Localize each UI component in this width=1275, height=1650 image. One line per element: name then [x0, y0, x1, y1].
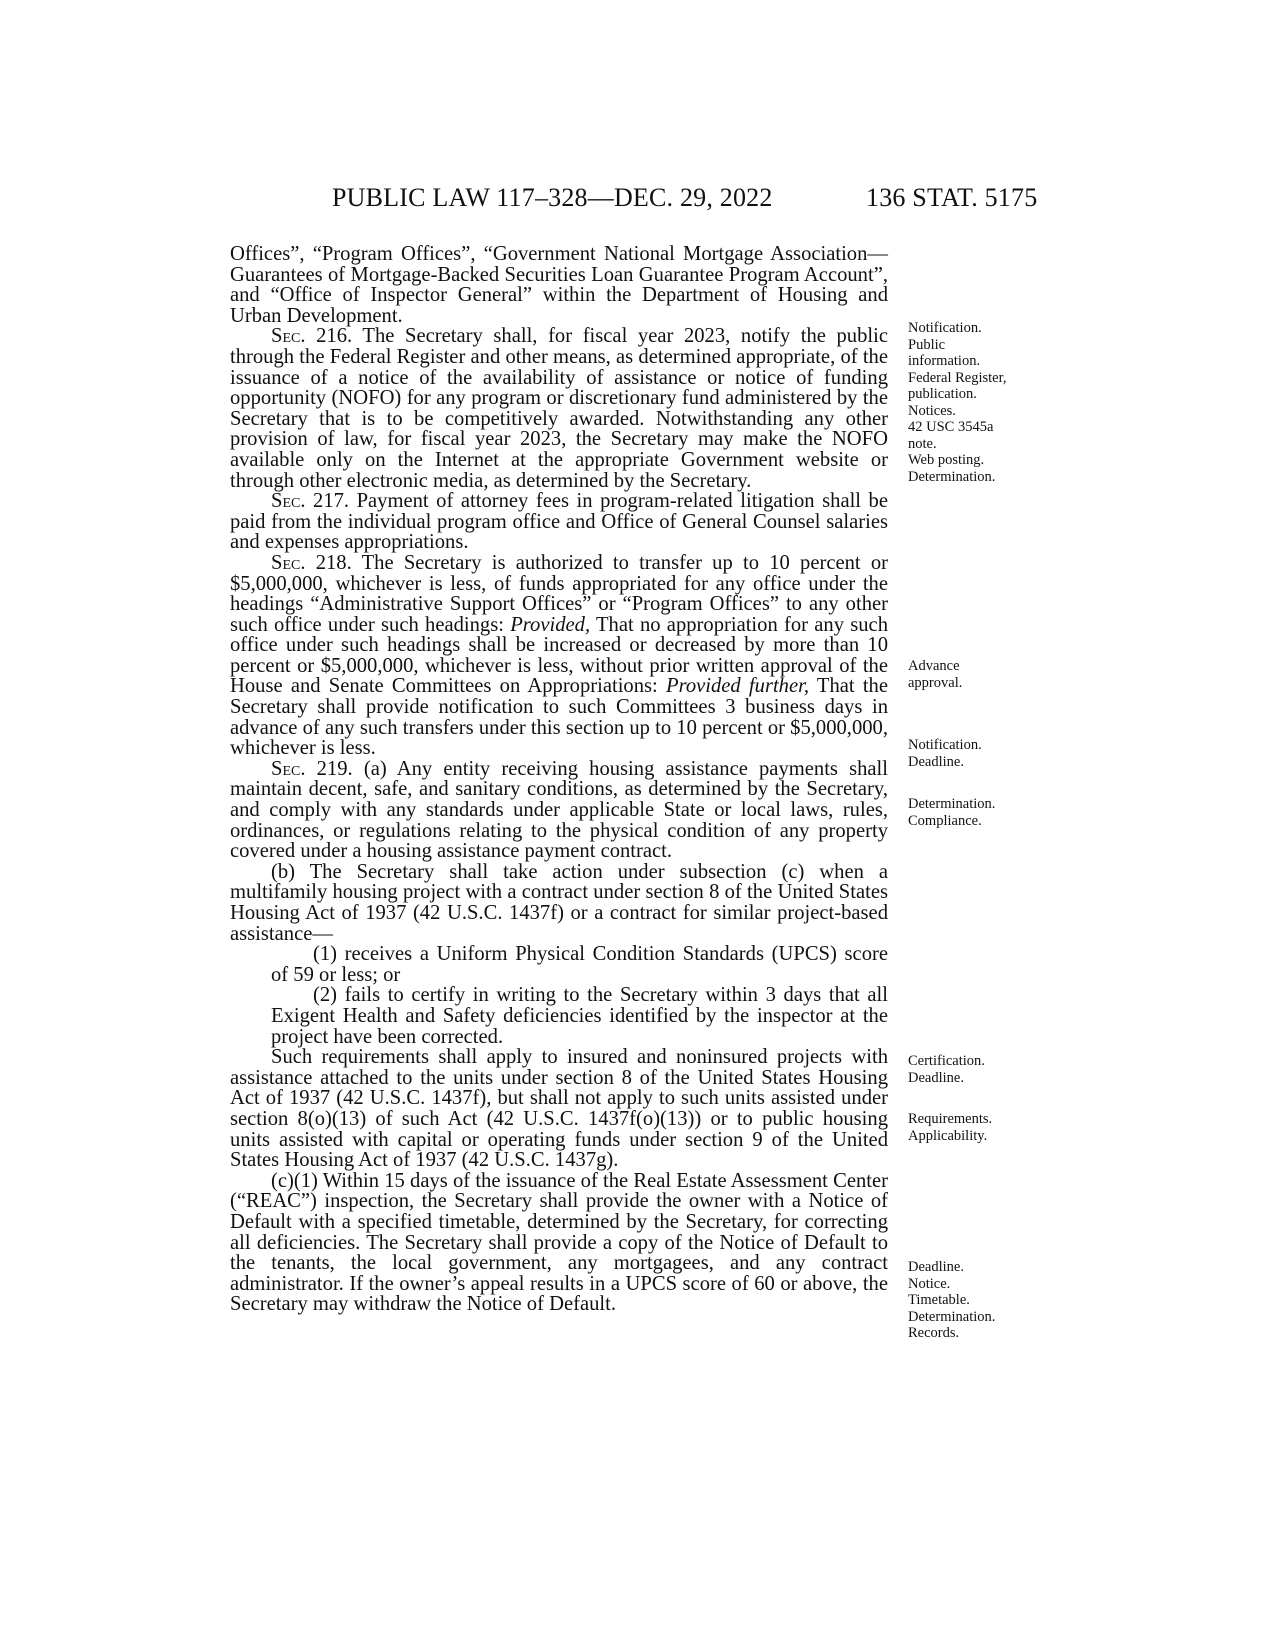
- section-label: Sec. 216.: [271, 325, 353, 348]
- section-label: Sec. 217.: [271, 490, 350, 513]
- paragraph-b2: (2) fails to certify in writing to the Secretary within 3 days that all Exigent Health and Safety deficiencies identified by the inspector at the project have been corrected.: [271, 984, 888, 1048]
- margin-note-requirements-applicability: Requirements. Applicability.: [908, 1111, 993, 1144]
- section-219-a: Sec. 219. (a) Any entity receiving housing assistance payments shall maintain decent, safe, and sanitary conditions, as determined by the Secretary, and comply with any standards under applicable State or local laws, rules, ordinances, or regulations relating to the physical condition of any property covered under a housing assistance payment contract.: [230, 757, 888, 863]
- margin-note-notification-deadline: Notification. Deadline.: [908, 737, 982, 770]
- paragraph-b1: (1) receives a Uniform Physical Condition Standards (UPCS) score of 59 or less; or: [271, 943, 888, 986]
- statute-page-number: 136 STAT. 5175: [866, 183, 1038, 212]
- section-218: Sec. 218. The Secretary is authorized to transfer up to 10 percent or $5,000,000, whichever is less, of funds appropriated for any office under the headings “Administrative Support Offices” or “Program Offices” to any other such office under such headings: Provided, That no appropriation for any such office under such headings shall be increased or decreased by more than 10 percent or $5,000,000, whichever is less, without prior written approval of the House and Senate Committees on Appropriations: Provided further, That the Secretary shall provide notification to such Committees 3 business days in advance of any such transfers under this section up to 10 percent or $5,000,000, whichever is less.: [230, 551, 888, 760]
- proviso-further: Provided further,: [665, 675, 810, 698]
- margin-note-advance-approval: Advance approval.: [908, 658, 963, 691]
- body-text: [230, 244, 888, 1315]
- margin-note-deadline-notice: Deadline. Notice. Timetable. Determination. Records.: [908, 1259, 996, 1341]
- section-217: Sec. 217. Payment of attorney fees in program-related litigation shall be paid from the individual program office and Office of General Counsel salaries and expenses appropriations.: [230, 490, 888, 554]
- section-label: Sec. 218.: [271, 551, 352, 574]
- subsection-b: (b) The Secretary shall take action under subsection (c) when a multifamily housing project with a contract under section 8 of the United States Housing Act of 1937 (42 U.S.C. 1437f) or a contract for similar project-based assistance—: [230, 860, 888, 945]
- margin-note-determination-compliance: Determination. Compliance.: [908, 796, 996, 829]
- page-header: [0, 183, 1275, 223]
- margin-note-notification: Notification. Public information. Federal Register, publication. Notices. 42 USC 3545a note. Web posting. Determination.: [908, 320, 1007, 485]
- requirements-paragraph: Such requirements shall apply to insured and noninsured projects with assistance attached to the units under section 8 of the United States Housing Act of 1937 (42 U.S.C. 1437f), but shall not apply to such units assisted under section 8(o)(13) of such Act (42 U.S.C. 1437f(o)(13)) or to public housing units assisted with capital or operating funds under section 9 of the United States Housing Act of 1937 (42 U.S.C. 1437g).: [230, 1046, 888, 1172]
- public-law-heading: PUBLIC LAW 117–328—DEC. 29, 2022: [332, 183, 773, 212]
- paragraph-continuation: Offices”, “Program Offices”, “Government National Mortgage Association—Guarantees of Mortgage-Backed Securities Loan Guarantee Program Account”, and “Office of Inspector General” within the Department of Housing and Urban Development.: [230, 243, 888, 327]
- margin-note-certification-deadline: Certification. Deadline.: [908, 1053, 985, 1086]
- section-216: Sec. 216. The Secretary shall, for fiscal year 2023, notify the public through the Federal Register and other means, as determined appropriate, of the issuance of a notice of the availability of assistance or notice of funding opportunity (NOFO) for any program or discretionary fund administered by the Secretary that is to be competitively awarded. Notwithstanding any other provision of law, for fiscal year 2023, the Secretary may make the NOFO available only on the Internet at the appropriate Government website or through other electronic media, as determined by the Secretary.: [230, 325, 888, 492]
- section-label: Sec. 219.: [271, 757, 353, 780]
- proviso: Provided,: [510, 613, 591, 636]
- subsection-c1: (c)(1) Within 15 days of the issuance of the Real Estate Assessment Center (“REAC”) inspection, the Secretary shall provide the owner with a Notice of Default with a specified timetable, determined by the Secretary, for correcting all deficiencies. The Secretary shall provide a copy of the Notice of Default to the tenants, the local government, any mortgagees, and any contract administrator. If the owner’s appeal results in a UPCS score of 60 or above, the Secretary may withdraw the Notice of Default.: [230, 1169, 888, 1316]
